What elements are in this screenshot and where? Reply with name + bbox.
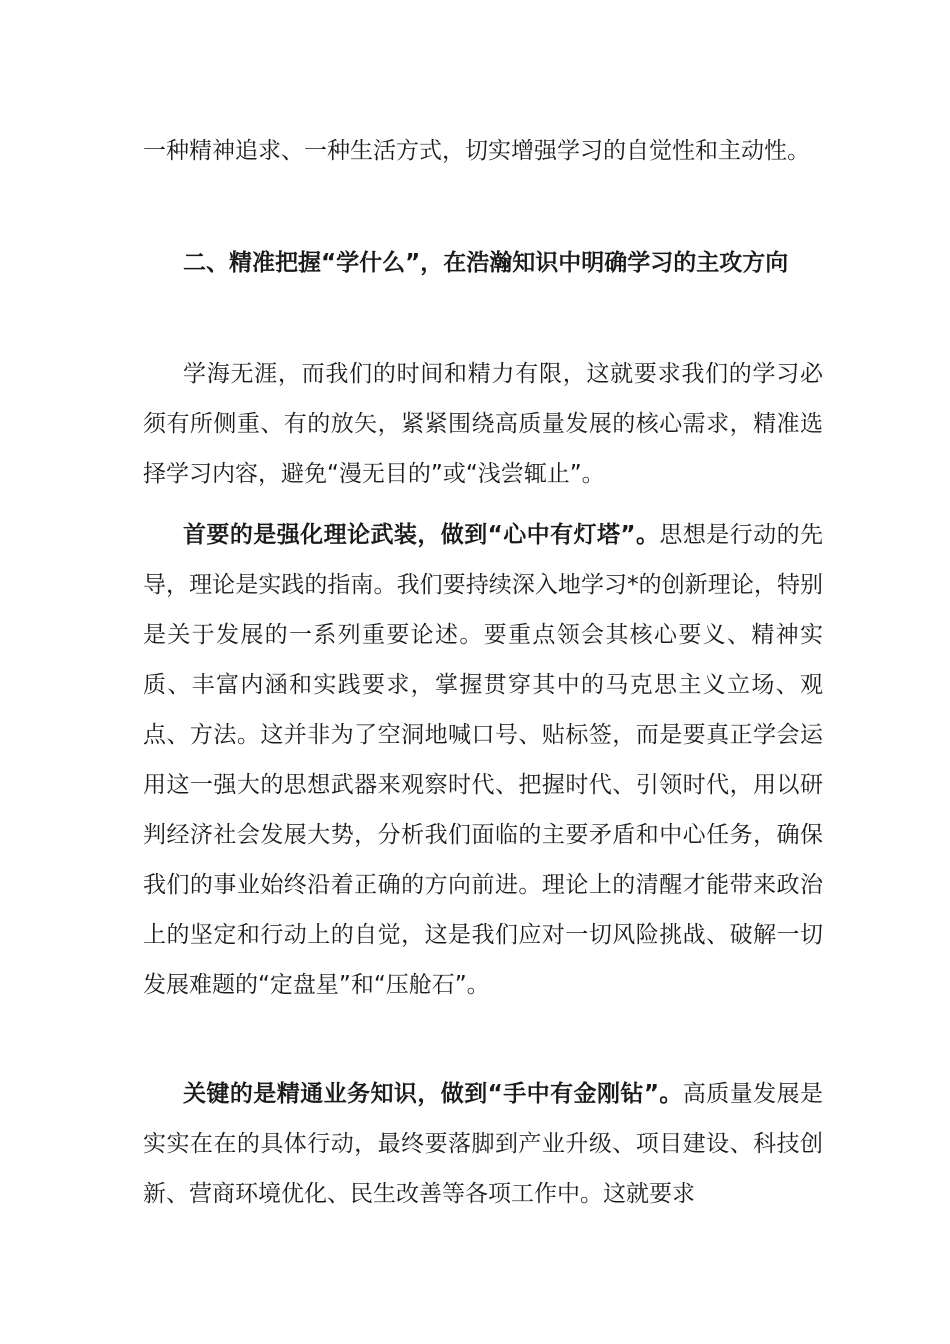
section-heading-text: 二、精准把握“学什么”，在浩瀚知识中明确学习的主攻方向	[183, 250, 789, 276]
paragraph-text: 一种精神追求、一种生活方式，切实增强学习的自觉性和主动性。	[143, 138, 810, 164]
paragraph-continuation	[143, 126, 823, 176]
paragraph-text: 学海无涯，而我们的时间和精力有限，这就要求我们的学习必须有所侧重、有的放矢，紧紧围绕高质量发展的核心需求，精准选择学习内容，避免“漫无目的”或“浅尝辄止”。	[143, 361, 823, 487]
paragraph-business	[143, 1069, 823, 1219]
paragraph-text: 思想是行动的先导，理论是实践的指南。我们要持续深入地学习*的创新理论，特别是关于发展的一系列重要论述。要重点领会其核心要义、精神实质、丰富内涵和实践要求，掌握贯穿其中的马克思主义立场、观点、方法。这并非为了空洞地喊口号、贴标签，而是要真正学会运用这一强大的思想武器来观察时代、把握时代、引领时代，用以研判经济社会发展大势，分析我们面临的主要矛盾和中心任务，确保我们的事业始终沿着正确的方向前进。理论上的清醒才能带来政治上的坚定和行动上的自觉，这是我们应对一切风险挑战、破解一切发展难题的“定盘星”和“压舱石”。	[143, 522, 824, 998]
paragraph-lead-sentence: 首要的是强化理论武装，做到“心中有灯塔”。	[183, 522, 660, 548]
paragraph-text: 高质量发展是实实在在的具体行动，最终要落脚到产业升级、项目建设、科技创新、营商环境优化、民生改善等各项工作中。这就要求	[143, 1081, 824, 1207]
paragraph-intro	[143, 349, 823, 499]
paragraph-theory	[143, 510, 823, 1010]
section-heading	[143, 238, 823, 288]
paragraph-lead-sentence: 关键的是精通业务知识，做到“手中有金刚钻”。	[183, 1081, 683, 1107]
